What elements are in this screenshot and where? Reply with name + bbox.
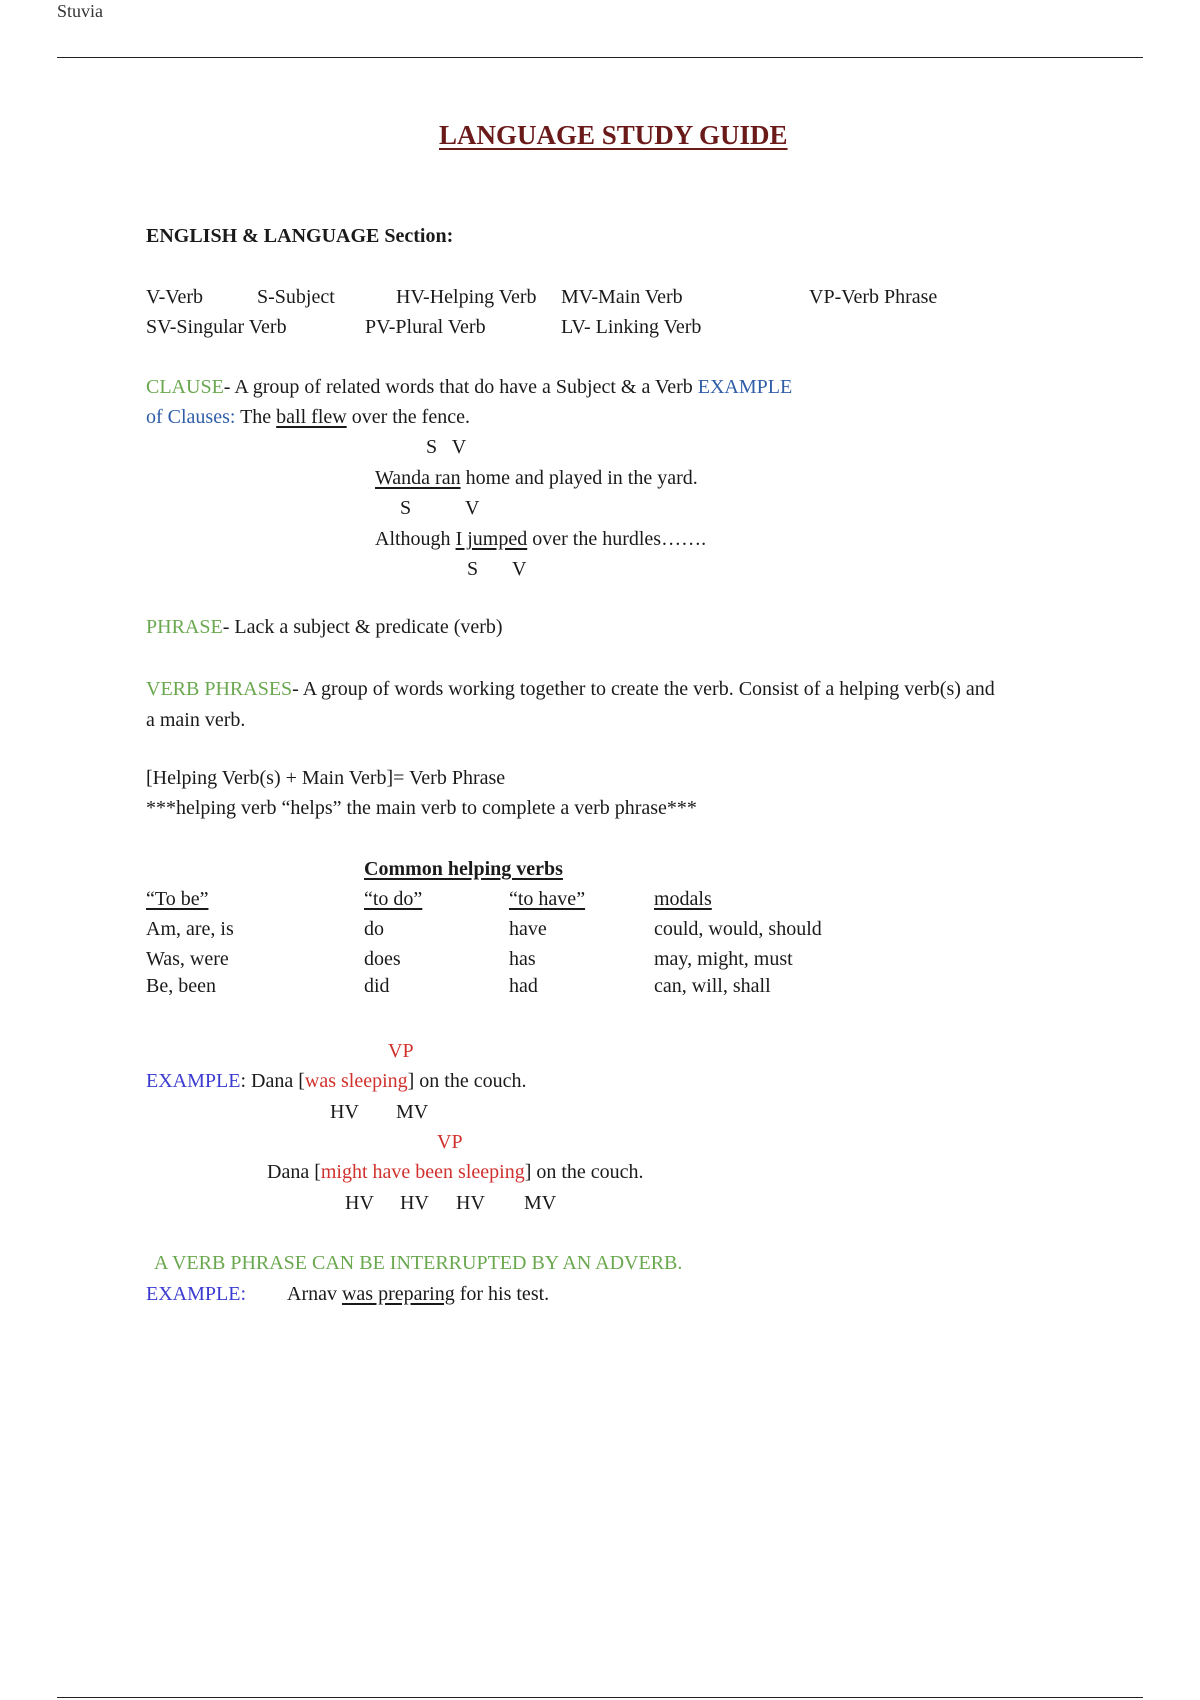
table-cell: does [364,948,401,970]
table-cell: do [364,918,384,940]
table-cell: Am, are, is [146,918,234,940]
vp-example-2-mv: MV [524,1192,557,1214]
col-header-to-have: “to have” [509,888,586,910]
adverb-ex-post: for his test. [454,1283,550,1305]
clause-ex2-v: V [465,497,480,519]
vp-example-2 [267,1162,644,1182]
clause-ex3-post: over the hurdles……. [527,528,707,550]
vp-example-1-pre: : Dana [ [240,1070,305,1092]
helping-verbs-caption: Common helping verbs [364,858,563,880]
clause-example-label: EXAMPLE [697,376,793,398]
table-cell: may, might, must [654,948,793,970]
clause-ex1-marks: S V [426,436,467,458]
table-cell: has [509,948,536,970]
table-cell: Be, been [146,975,216,997]
clause-ex2-s: S [400,497,412,519]
abbr-verb-phrase: VP-Verb Phrase [809,286,938,308]
verb-phrases-definition-text: - A group of words working together to create the verb. Consist of a helping verb(s) and [292,678,995,700]
page-title: LANGUAGE STUDY GUIDE [439,120,788,150]
clause-ex3-s: S [467,558,479,580]
abbr-helping-verb: HV-Helping Verb [396,286,537,308]
vp-example-2-post: ] on the couch. [524,1161,644,1183]
clause-ex3-pre: Although [375,528,456,550]
vp-example-2-hv-2: HV [400,1192,429,1214]
vp-example-1-hv: HV [330,1101,359,1123]
abbr-linking-verb: LV- Linking Verb [561,316,702,338]
adverb-ex-pre: Arnav [287,1283,342,1305]
adverb-example-sentence [287,1284,549,1304]
table-cell: did [364,975,390,997]
vp-example-1-post: ] on the couch. [407,1070,527,1092]
abbr-main-verb: MV-Main Verb [561,286,683,308]
adverb-example-label: EXAMPLE: [146,1283,246,1305]
verb-phrases-definition-cont: a main verb. [146,709,246,731]
abbr-subject: S-Subject [257,286,335,308]
abbr-plural-verb: PV-Plural Verb [365,316,486,338]
clause-example-label-2: of Clauses: [146,406,236,428]
abbr-verb: V-Verb [146,286,204,308]
clause-ex1-pre: The [235,406,277,428]
col-header-modals: modals [654,888,712,910]
table-cell: had [509,975,538,997]
vp-example-2-hv-3: HV [456,1192,485,1214]
clause-ex2-post: home and played in the yard. [460,467,698,489]
col-header-to-be: “To be” [146,888,209,910]
phrase-term: PHRASE [146,616,223,638]
verb-phrases-definition [146,679,995,699]
clause-ex2-subject-verb: Wanda ran [375,467,461,489]
clause-example-1 [146,407,470,427]
clause-definition [146,377,792,397]
verb-phrase-note: ***helping verb “helps” the main verb to complete a verb phrase*** [146,797,697,819]
clause-example-3 [375,529,706,549]
clause-ex3-subject-verb: I jumped [455,528,528,550]
vp-example-label: EXAMPLE [146,1070,241,1092]
verb-phrases-term: VERB PHRASES [146,678,293,700]
table-cell: Was, were [146,948,229,970]
adverb-ex-verb-phrase: was preparing [341,1283,455,1305]
vp-example-1 [146,1071,527,1091]
clause-ex1-subject-verb: ball flew [276,406,347,428]
section-heading: ENGLISH & LANGUAGE Section: [146,225,454,247]
vp-label-1: VP [388,1040,414,1062]
vp-example-1-mv: MV [396,1101,429,1123]
clause-ex1-post: over the fence. [346,406,470,428]
clause-example-2 [375,468,698,488]
adverb-example [146,1284,246,1304]
clause-ex3-v: V [512,558,527,580]
vp-label-2: VP [437,1131,463,1153]
site-name: Stuvia [57,1,104,21]
abbr-singular-verb: SV-Singular Verb [146,316,287,338]
verb-phrase-formula: [Helping Verb(s) + Main Verb]= Verb Phrase [146,767,506,789]
phrase-definition-text: - Lack a subject & predicate (verb) [222,616,503,638]
phrase-definition [146,617,503,637]
vp-example-2-pre: Dana [ [267,1161,321,1183]
adverb-rule: A VERB PHRASE CAN BE INTERRUPTED BY AN ADVERB. [154,1252,683,1274]
header-rule [57,57,1143,58]
clause-term: CLAUSE [146,376,224,398]
clause-definition-text: - A group of related words that do have a Subject & a Verb [223,376,698,398]
footer-rule [57,1697,1143,1698]
table-cell: could, would, should [654,918,822,940]
table-cell: have [509,918,547,940]
vp-example-2-hv-1: HV [345,1192,374,1214]
vp-example-2-verb-phrase: might have been sleeping [320,1161,525,1183]
vp-example-1-verb-phrase: was sleeping [304,1070,408,1092]
col-header-to-do: “to do” [364,888,423,910]
table-cell: can, will, shall [654,975,771,997]
